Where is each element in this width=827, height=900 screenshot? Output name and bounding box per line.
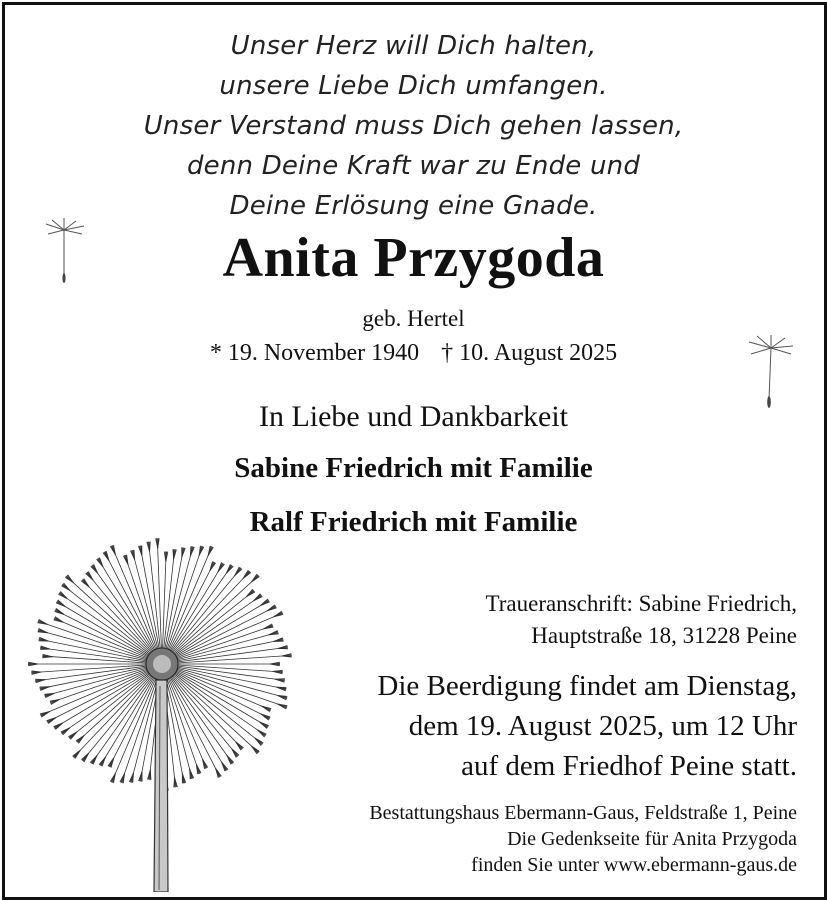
funeral-info-line: dem 19. August 2025, um 12 Uhr <box>408 710 797 742</box>
poem <box>0 26 827 226</box>
death-date: † 10. August 2025 <box>441 340 618 366</box>
undertaker-website: finden Sie unter www.ebermann-gaus.de <box>471 854 797 876</box>
undertaker-line: Bestattungshaus Ebermann-Gaus, Feldstraße 1, Peine <box>369 802 797 824</box>
family-name: Sabine Friedrich mit Familie <box>234 452 593 484</box>
mourning-address: Traueranschrift: Sabine Friedrich, <box>485 591 797 616</box>
dandelion-illustration <box>22 536 302 892</box>
deceased-name: Anita Przygoda <box>222 227 605 289</box>
poem-line: unsere Liebe Dich umfangen. <box>219 71 608 101</box>
funeral-info-line: Die Beerdigung findet am Dienstag, <box>377 670 797 702</box>
poem-line: denn Deine Kraft war zu Ende und <box>186 151 641 181</box>
funeral-info-line: auf dem Friedhof Peine statt. <box>461 750 797 782</box>
life-dates <box>0 340 827 367</box>
poem-line: Unser Herz will Dich halten, <box>230 31 597 61</box>
poem-line: Deine Erlösung eine Gnade. <box>229 191 598 221</box>
poem-line: Unser Verstand muss Dich gehen lassen, <box>143 111 684 141</box>
thanks-line: In Liebe und Dankbarkeit <box>258 400 569 433</box>
birth-date: * 19. November 1940 <box>209 340 420 366</box>
mourning-address-street: Hauptstraße 18, 31228 Peine <box>531 623 797 648</box>
family-name: Ralf Friedrich mit Familie <box>249 506 578 538</box>
undertaker-line: Die Gedenkseite für Anita Przygoda <box>507 828 797 850</box>
maiden-name: geb. Hertel <box>362 306 465 331</box>
